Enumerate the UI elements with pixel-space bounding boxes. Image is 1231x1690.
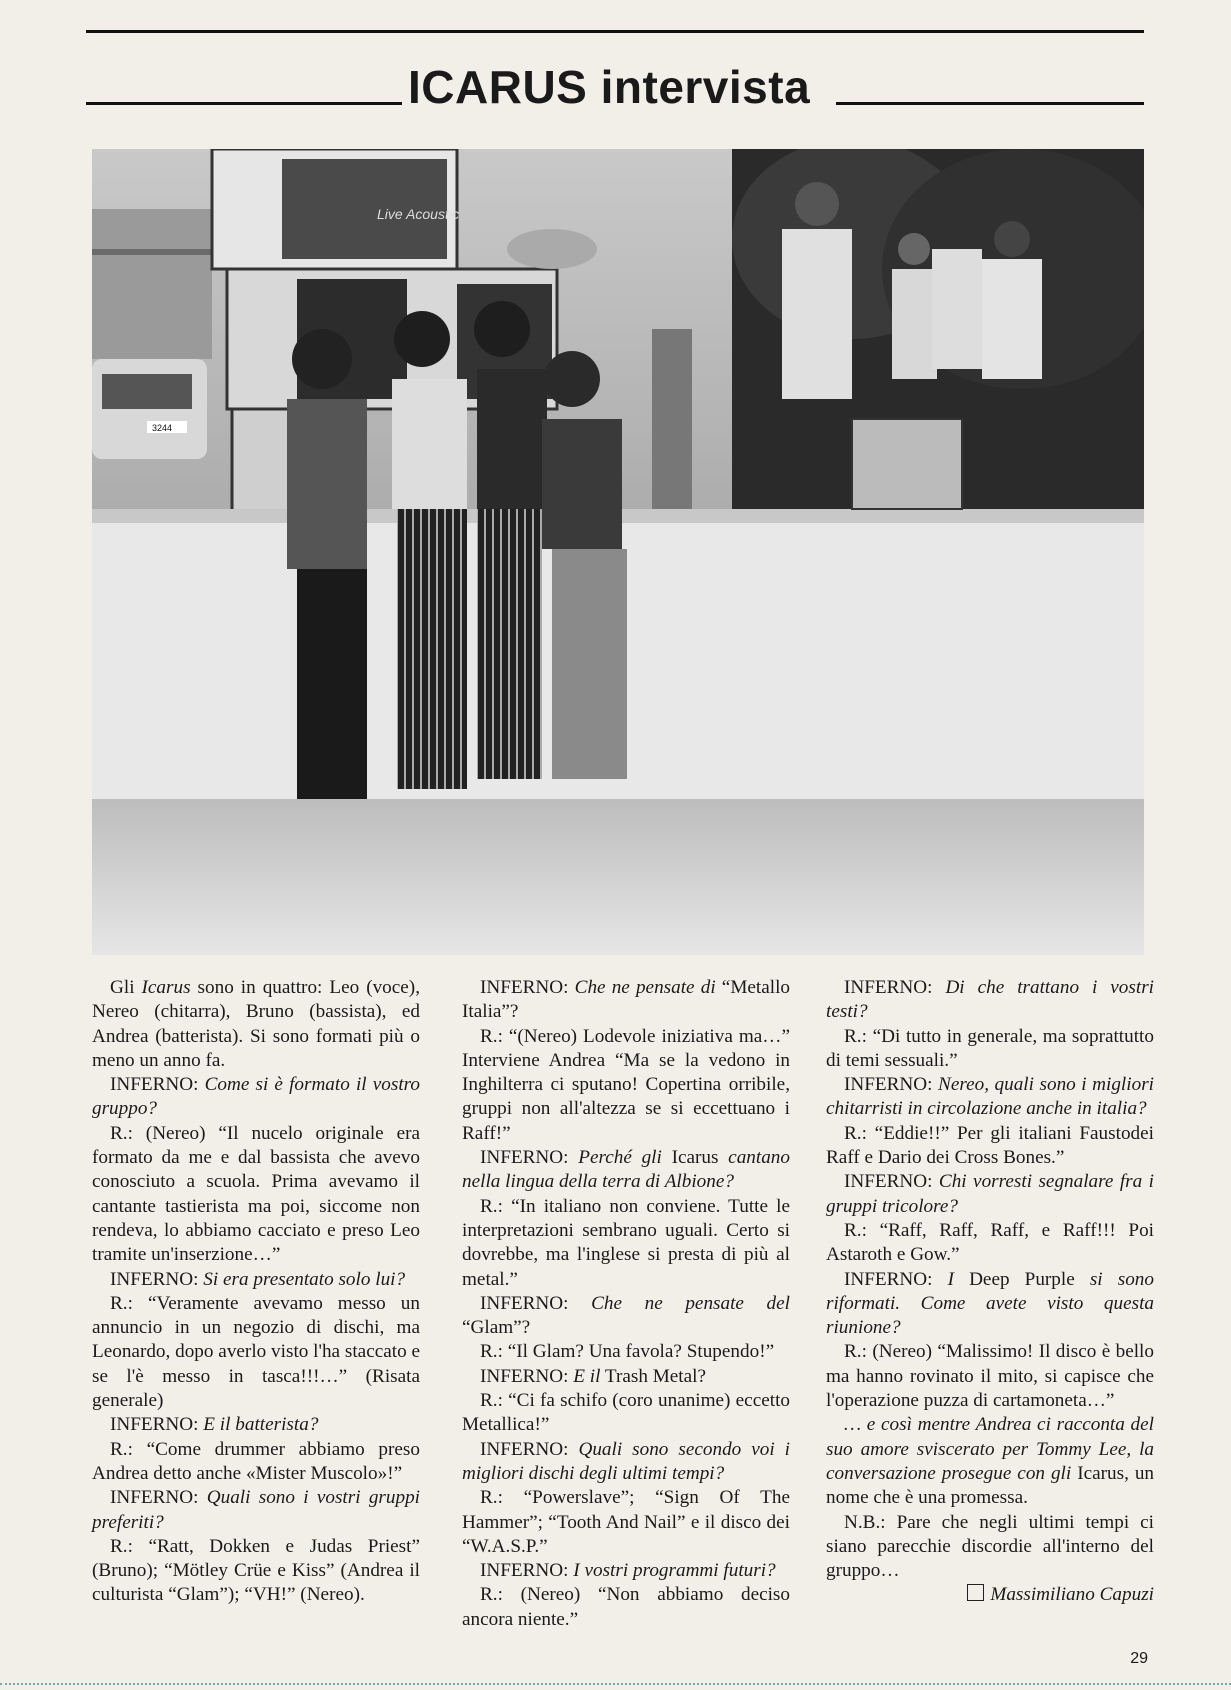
text-run: Che ne pensate di [574, 977, 716, 998]
paragraph [92, 1073, 420, 1122]
text-run: R.: “(Nereo) Lodevole iniziativa ma…” Interviene Andrea “Ma se la vedono in Inghilterra ci sputano! Copertina orribile, gruppi non all'altezza se si eccettuano i Raff!” [462, 1025, 790, 1144]
paragraph [826, 976, 1154, 1025]
text-run: R.: “Raff, Raff, Raff, e Raff!!! Poi Astaroth e Gow.” [826, 1219, 1154, 1266]
text-run: INFERNO: [110, 1487, 207, 1509]
text-run: R.: “Powerslave”; “Sign Of The Hammer”; “Tooth And Nail” e il disco dei “W.A.S.P.” [462, 1487, 790, 1557]
band-member-leo [287, 329, 367, 819]
text-run: si sono riformati. Come avete visto questa riunione? [826, 1268, 1154, 1339]
text-run: R.: “Ci fa schifo (coro unanime) eccetto Metallica!” [462, 1390, 790, 1436]
text-run: E il [573, 1365, 601, 1387]
article-column-1 [92, 976, 420, 1608]
title-row [86, 62, 1144, 112]
bottom-border [0, 1683, 1231, 1687]
paragraph [462, 1365, 790, 1389]
text-run: “Glam”? [462, 1317, 531, 1339]
text-run: Trash Metal? [600, 1365, 706, 1387]
text-run: R.: “In italiano non conviene. Tutte le interpretazioni sembrano uguali. Certo si dovrebbe, ma l'inglese si presta di più al metal.” [462, 1195, 790, 1290]
text-run: R.: “Veramente avevamo messo un annuncio in un negozio di dischi, ma Leonardo, dopo averlo visto l'ha staccato e se l'è messo in tasca!!!…” (Risata generale) [92, 1292, 420, 1412]
text-run: INFERNO: [480, 977, 575, 998]
text-run: INFERNO: [110, 1074, 205, 1096]
car-plate: 3244 [152, 423, 173, 433]
paragraph [462, 1389, 790, 1438]
byline [826, 1583, 1154, 1607]
paragraph [826, 1170, 1154, 1219]
text-run: Nereo, quali sono i migliori chitarristi in circolazione anche in italia? [826, 1074, 1154, 1120]
paragraph [826, 1219, 1154, 1268]
paragraph [462, 1146, 790, 1195]
paragraph [826, 1073, 1154, 1122]
paragraph [826, 1122, 1154, 1171]
text-run: R.: “Ratt, Dokken e Judas Priest” (Bruno); “Mötley Crüe e Kiss” (Andrea il culturista “Glam”); “VH!” (Nereo). [92, 1535, 420, 1606]
paragraph [826, 1511, 1154, 1584]
paragraph [462, 1340, 790, 1364]
text-run: Quali sono i vostri gruppi preferiti? [92, 1487, 420, 1533]
text-run: Icarus, un nome che è una promessa. [826, 1462, 1155, 1509]
band-photo [92, 149, 1144, 955]
paragraph [462, 1025, 790, 1146]
paragraph [92, 1122, 420, 1268]
text-run: INFERNO: [480, 1560, 574, 1582]
article-column-2 [462, 976, 790, 1632]
text-run: E il batterista? [203, 1414, 319, 1436]
page-title: ICARUS intervista [408, 61, 811, 113]
text-run: R.: “Il Glam? Una favola? Stupendo!” [480, 1341, 775, 1363]
text-run: Di che trattano i vostri testi? [826, 977, 1155, 1023]
text-run: R.: (Nereo) “Il nucelo originale era formato da me e dal bassista che avevo conosciuto a scuola. Prima avevamo il cantante tastierista ma poi, siccome non rendeva, lo abbiamo cacciato e preso Leo tramite un'inserzione…” [92, 1122, 420, 1266]
top-rule [86, 30, 1144, 33]
paragraph [92, 1535, 420, 1608]
text-run: I [947, 1268, 954, 1290]
text-run: INFERNO: [844, 1171, 939, 1193]
text-run: R.: (Nereo) “Malissimo! Il disco è bello ma hanno rovinato il mito, si capisce che l'operazione puzza di cartamoneta…” [826, 1341, 1154, 1412]
page-number: 29 [1130, 1650, 1148, 1667]
text-run: Come si è formato il vostro gruppo? [92, 1074, 420, 1120]
text-run: INFERNO: [110, 1414, 204, 1436]
text-run: Quali sono secondo voi i migliori dischi degli ultimi tempi? [462, 1438, 790, 1484]
paragraph [826, 1340, 1154, 1413]
speaker-label: Live Acoustic [377, 206, 459, 222]
title-rule-right [836, 102, 1144, 105]
text-run: INFERNO: [480, 1438, 579, 1460]
text-run: cantano nella lingua della terra di Albione? [462, 1147, 790, 1193]
paragraph [826, 1413, 1154, 1510]
text-run: R.: “Come drummer abbiamo preso Andrea detto anche «Mister Muscolo»!” [92, 1438, 420, 1484]
paragraph [92, 1413, 420, 1437]
paragraph [462, 1486, 790, 1559]
paragraph [462, 1583, 790, 1632]
paragraph [826, 1025, 1154, 1074]
text-run: … e così mentre Andrea ci racconta del suo amore sviscerato per Tommy Lee, la conversazione prosegue con gli [826, 1414, 1154, 1484]
text-run: Che ne pensate del [591, 1292, 790, 1314]
paragraph [462, 976, 790, 1025]
text-run: R.: “Eddie!!” Per gli italiani Faustodei Raff e Dario dei Cross Bones.” [826, 1122, 1154, 1169]
paragraph [462, 1195, 790, 1292]
box-icon [967, 1584, 984, 1601]
paragraph [92, 976, 420, 1073]
author-name: Massimiliano Capuzi [990, 1584, 1154, 1606]
paragraph [92, 1438, 420, 1487]
text-run: INFERNO: [844, 977, 946, 998]
text-run: Icarus [141, 977, 191, 998]
text-run: INFERNO: [480, 1365, 574, 1387]
paragraph [92, 1292, 420, 1413]
text-run: R.: “Di tutto in generale, ma soprattutto di temi sessuali.” [826, 1025, 1154, 1071]
paragraph [92, 1486, 420, 1535]
text-run: INFERNO: [844, 1074, 939, 1096]
text-run: R.: (Nereo) “Non abbiamo deciso ancora niente.” [462, 1584, 790, 1630]
paragraph [462, 1438, 790, 1487]
paragraph [462, 1292, 790, 1341]
text-run: Deep Purple [953, 1268, 1090, 1290]
text-run: Icarus [661, 1147, 729, 1169]
text-run: “Metallo Italia”? [462, 977, 791, 1023]
paragraph [462, 1559, 790, 1583]
text-run: Si era presentato solo lui? [203, 1268, 406, 1290]
text-run: INFERNO: [480, 1147, 579, 1169]
text-run: sono in quattro: Leo (voce), Nereo (chitarra), Bruno (bassista), ed Andrea (batterista). Si sono formati più o meno un anno fa. [92, 977, 420, 1071]
text-run: INFERNO: [480, 1292, 592, 1314]
text-run: INFERNO: [110, 1268, 204, 1290]
band-member-bruno [474, 301, 547, 779]
text-run: Chi vorresti segnalare fra i gruppi tricolore? [826, 1171, 1154, 1217]
paragraph [826, 1268, 1154, 1341]
text-run: N.B.: Pare che negli ultimi tempi ci siano parecchie discordie all'interno del gruppo… [826, 1511, 1154, 1582]
text-run: I vostri programmi futuri? [573, 1560, 776, 1582]
text-run: INFERNO: [844, 1268, 948, 1290]
title-rule-left [86, 102, 402, 105]
band-member-nereo [392, 311, 467, 789]
paragraph [92, 1268, 420, 1292]
text-run: Perché gli [578, 1147, 662, 1169]
article-column-3 [826, 976, 1154, 1608]
text-run: Gli [110, 977, 142, 998]
monitor-speaker [852, 419, 962, 509]
